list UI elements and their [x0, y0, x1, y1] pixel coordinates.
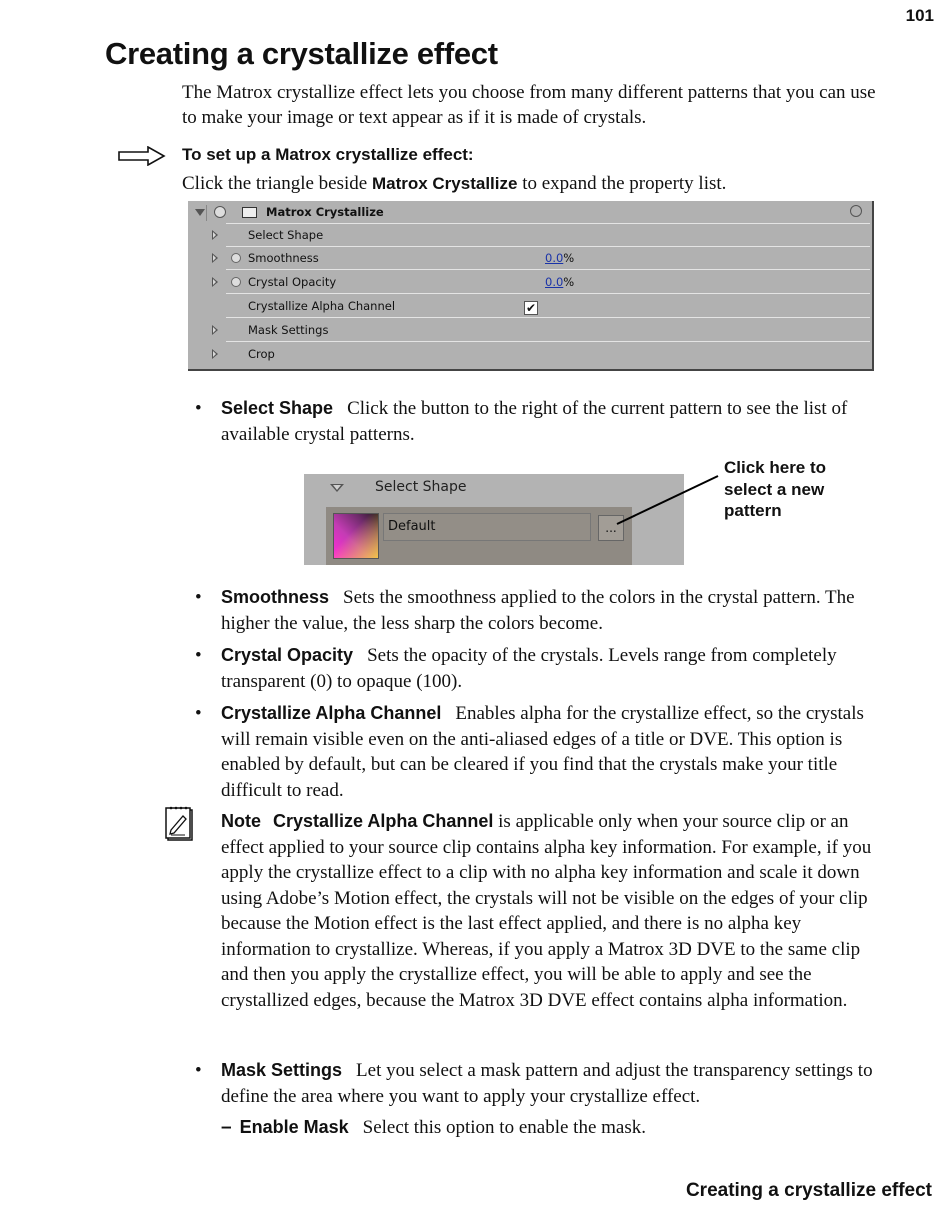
bullet-text: Let you select a mask pattern and adjust the transparency settings to define the area where you want to apply your crystallize effect.: [221, 1060, 873, 1107]
bullet-term: Smoothness: [221, 587, 330, 607]
note-label: Note: [221, 811, 261, 831]
sub-bullet-enable-mask: [221, 1115, 881, 1140]
collapse-triangle-icon[interactable]: [195, 209, 205, 216]
procedure-text-before: Click the triangle beside: [182, 173, 372, 194]
bullet-term: Crystal Opacity: [221, 645, 354, 665]
smoothness-value[interactable]: [545, 251, 574, 265]
property-row-select-shape[interactable]: [188, 224, 872, 247]
bullet-dot: •: [195, 703, 202, 724]
property-row-crystal-opacity[interactable]: [188, 271, 872, 294]
select-shape-figure: [304, 474, 684, 565]
note-term: Crystallize Alpha Channel: [273, 811, 494, 831]
property-label: Mask Settings: [248, 323, 329, 337]
bullet-dot: •: [195, 587, 202, 608]
crystal-opacity-value-unit: %: [563, 275, 575, 289]
expand-triangle-icon[interactable]: [212, 277, 218, 287]
bullet-dot: •: [195, 1060, 202, 1081]
crystal-opacity-value-number[interactable]: 0.0: [545, 275, 564, 289]
property-label: Smoothness: [248, 251, 319, 265]
bullet-smoothness: [195, 585, 885, 636]
intro-paragraph: The Matrox crystallize effect lets you choose from many different patterns that you can use to make your image or text appear as if it is made of crystals.: [182, 82, 876, 128]
procedure-instruction: [182, 172, 882, 196]
bullet-text: Click the button to the right of the current pattern to see the list of available crystal patterns.: [221, 398, 848, 445]
row-divider: [226, 293, 870, 294]
smoothness-value-unit: %: [563, 251, 575, 265]
bullet-text: Sets the opacity of the crystals. Levels range from completely transparent (0) to opaque (100).: [221, 645, 837, 692]
sub-bullet-dash: –: [221, 1117, 232, 1138]
row-divider: [226, 269, 870, 270]
smoothness-value-number[interactable]: 0.0: [545, 251, 564, 265]
panel-header-row: [188, 201, 872, 224]
property-row-mask-settings[interactable]: [188, 319, 872, 342]
page-title: Creating a crystallize effect: [105, 36, 498, 71]
bullet-select-shape: [195, 396, 885, 447]
row-divider: [226, 317, 870, 318]
bullet-mask-settings: [195, 1058, 885, 1109]
bullet-dot: •: [195, 645, 202, 666]
bullet-text: Enables alpha for the crystallize effect, so the crystals will remain visible even on the anti-aliased edges of a title or DVE. This option is enabled by default, but can be cleared if you find that the crystals make your title difficult to read.: [221, 703, 864, 801]
expand-triangle-icon[interactable]: [212, 230, 218, 240]
page-footer: Creating a crystallize effect: [685, 1180, 932, 1201]
sub-bullet-term: Enable Mask: [239, 1117, 349, 1137]
bullet-dot: •: [195, 398, 202, 419]
expand-triangle-icon[interactable]: [212, 349, 218, 359]
page-number: 101: [905, 6, 934, 25]
stopwatch-icon[interactable]: [231, 277, 241, 287]
procedure-text-after: to expand the property list.: [517, 173, 727, 194]
note-text: is applicable only when your source clip or an effect applied to your source clip contains alpha key information. For example, if you apply the crystallize effect to a clip with no alpha key information and scale it down using Adobe’s Motion effect, the crystals will not be visible on the edges of your clip because the Motion effect is the last effect applied, and there is no alpha key information to crystallize. Whereas, if you apply a Matrox 3D DVE to the same clip and then you apply the crystallize effect, you will be able to apply and see the crystallized edges, because the Matrox 3D DVE effect contains alpha information.: [221, 811, 872, 1011]
property-row-alpha-channel[interactable]: [188, 295, 872, 318]
collapse-triangle-icon[interactable]: [330, 484, 344, 492]
bullet-term: Mask Settings: [221, 1060, 343, 1080]
property-row-crop[interactable]: [188, 343, 872, 366]
pattern-name-field: Default: [383, 513, 591, 541]
expand-triangle-icon[interactable]: [212, 325, 218, 335]
shape-picker: [326, 507, 632, 565]
panel-effect-title: Matrox Crystallize: [266, 205, 384, 219]
effect-clip-icon: [242, 207, 257, 218]
sub-bullet-text: Select this option to enable the mask.: [362, 1117, 646, 1138]
property-row-smoothness[interactable]: [188, 247, 872, 270]
alpha-channel-checkbox[interactable]: ✔: [525, 301, 537, 315]
property-label: Crop: [248, 347, 275, 361]
effect-controls-panel: [188, 201, 874, 371]
select-shape-label: Select Shape: [375, 479, 467, 495]
procedure-arrow-icon: [118, 146, 166, 166]
bullet-text: Sets the smoothness applied to the colors in the crystal pattern. The higher the value, the less sharp the colors become.: [221, 587, 855, 634]
note-paragraph: [221, 809, 881, 1013]
procedure-heading: To set up a Matrox crystallize effect:: [182, 145, 474, 164]
fx-toggle-icon[interactable]: [214, 206, 226, 218]
bullet-crystal-opacity: [195, 643, 885, 694]
property-label: Crystal Opacity: [248, 275, 337, 289]
property-label: Select Shape: [248, 228, 324, 242]
stopwatch-icon[interactable]: [231, 253, 241, 263]
bullet-term: Select Shape: [221, 398, 334, 418]
note-pad-icon: [165, 806, 195, 842]
property-label: Crystallize Alpha Channel: [248, 299, 396, 313]
pattern-thumbnail: [333, 513, 379, 559]
header-separator: [206, 205, 207, 221]
reset-icon[interactable]: [850, 205, 862, 217]
browse-pattern-button[interactable]: ...: [598, 515, 624, 541]
callout-text: Click here to select a new pattern: [724, 458, 827, 520]
expand-triangle-icon[interactable]: [212, 253, 218, 263]
row-divider: [226, 341, 870, 342]
crystal-opacity-value[interactable]: [545, 275, 574, 289]
bullet-term: Crystallize Alpha Channel: [221, 703, 442, 723]
bullet-crystallize-alpha-channel: [195, 701, 885, 803]
procedure-text-bold: Matrox Crystallize: [371, 174, 518, 193]
